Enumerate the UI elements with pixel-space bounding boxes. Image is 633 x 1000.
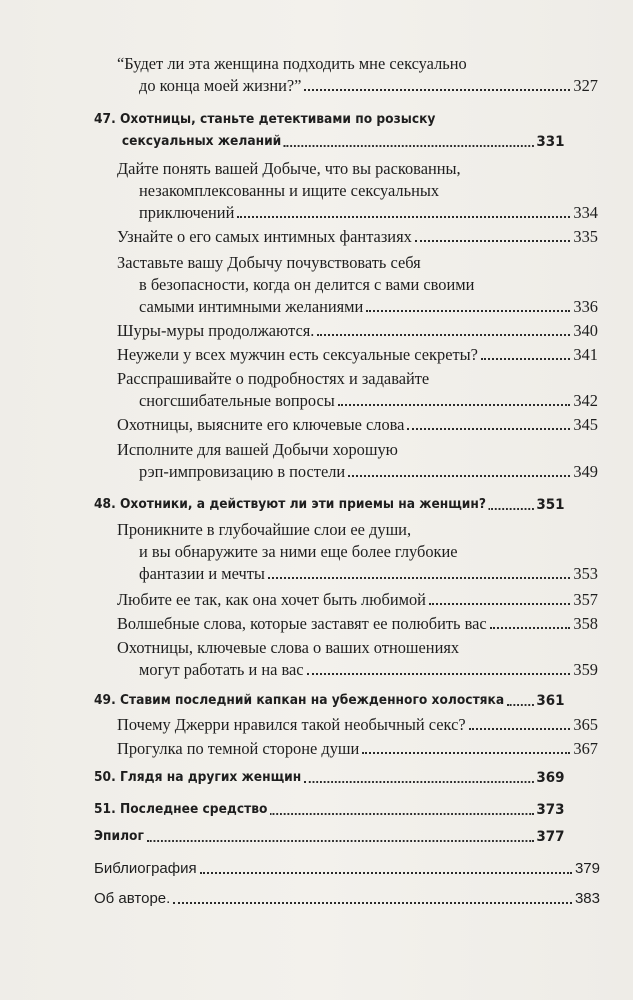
dot-leader <box>268 577 570 579</box>
toc-section-entry <box>117 589 598 611</box>
toc-section-entry <box>117 613 598 635</box>
toc-entry-line: Проникните в глубочайшие слои ее души, <box>117 520 412 539</box>
toc-entry-line: 47. Охотницы, станьте детективами по розыску <box>94 112 436 127</box>
toc-entry-line: в безопасности, когда он делится с вами своими <box>139 275 475 294</box>
toc-page-number: 361 <box>536 693 565 709</box>
toc-chapter-entry <box>94 690 565 712</box>
toc-section-entry <box>117 738 598 760</box>
toc-section-entry <box>117 226 598 248</box>
toc-entry-title: Эпилог <box>94 829 144 844</box>
toc-entry-title: Библиография <box>94 860 197 877</box>
toc-section-entry <box>117 53 598 97</box>
toc-page-number: 358 <box>573 614 598 633</box>
toc-section-entry <box>117 714 598 736</box>
toc-entry-title: самыми интимными желаниями <box>139 297 364 316</box>
toc-page-number: 345 <box>573 415 598 434</box>
toc-page-number: 336 <box>573 297 598 316</box>
dot-leader <box>237 216 570 218</box>
toc-section-entry <box>117 320 598 342</box>
toc-chapter-entry <box>94 494 565 516</box>
toc-entry-line: Исполните для вашей Добычи хорошую <box>117 440 398 459</box>
toc-page-number: 335 <box>573 227 598 246</box>
dot-leader <box>348 475 570 477</box>
dot-leader <box>415 240 571 242</box>
toc-entry-title: Охотницы, выясните его ключевые слова <box>117 415 405 434</box>
toc-entry-title: Любите ее так, как она хочет быть любимой <box>117 590 426 609</box>
dot-leader <box>338 404 571 406</box>
dot-leader <box>284 145 534 147</box>
toc-entry-title: Неужели у всех мужчин есть сексуальные секреты? <box>117 345 478 364</box>
dot-leader <box>304 89 570 91</box>
toc-page-number: 359 <box>573 660 598 679</box>
toc-section-entry <box>117 439 598 483</box>
toc-chapter-entry <box>94 826 565 848</box>
toc-page-number: 342 <box>573 391 598 410</box>
dot-leader <box>489 508 534 510</box>
toc-entry-line: Заставьте вашу Добычу почувствовать себя <box>117 253 421 272</box>
toc-entry-line: незакомплексованны и ищите сексуальных <box>139 181 440 200</box>
toc-page-number: 349 <box>573 462 598 481</box>
toc-entry-line: Дайте понять вашей Добыче, что вы раскованны, <box>117 159 461 178</box>
dot-leader <box>362 752 570 754</box>
toc-section-entry <box>117 158 598 224</box>
toc-entry-title: до конца моей жизни?” <box>139 76 302 95</box>
toc-section-entry <box>117 637 598 681</box>
toc-page-number: 365 <box>573 715 598 734</box>
dot-leader <box>200 872 572 874</box>
toc-entry-title: 51. Последнее средство <box>94 802 268 817</box>
dot-leader <box>147 840 534 842</box>
dot-leader <box>507 704 534 706</box>
dot-leader <box>429 603 570 605</box>
toc-entry-title: Почему Джерри нравился такой необычный секс? <box>117 715 466 734</box>
toc-entry-title: Волшебные слова, которые заставят ее полюбить вас <box>117 614 487 633</box>
toc-page-number: 353 <box>573 564 598 583</box>
toc-entry-title: фантазии и мечты <box>139 564 265 583</box>
dot-leader <box>407 428 570 430</box>
toc-entry-title: 48. Охотники, а действуют ли эти приемы на женщин? <box>94 497 486 512</box>
dot-leader <box>304 781 534 783</box>
toc-section-entry <box>117 519 598 585</box>
toc-entry-title: сексуальных желаний <box>121 134 282 149</box>
dot-leader <box>481 358 570 360</box>
dot-leader <box>307 673 571 675</box>
toc-entry-title: 50. Глядя на других женщин <box>94 770 302 785</box>
toc-page-number: 331 <box>536 134 565 150</box>
dot-leader <box>469 728 571 730</box>
toc-page-number: 334 <box>573 203 598 222</box>
toc-page-number: 383 <box>574 890 600 907</box>
toc-page-number: 357 <box>573 590 598 609</box>
dot-leader <box>366 310 570 312</box>
toc-page-number: 341 <box>573 345 598 364</box>
toc-page-number: 340 <box>573 321 598 340</box>
toc-page-number: 379 <box>574 860 600 877</box>
toc-entry-line: Расспрашивайте о подробностях и задавайте <box>117 369 430 388</box>
toc-entry-title: приключений <box>139 203 235 222</box>
dot-leader <box>490 627 571 629</box>
toc-entry-title: Шуры-муры продолжаются. <box>117 321 315 340</box>
toc-entry-title: 49. Ставим последний капкан на убежденного холостяка <box>94 693 505 708</box>
toc-section-entry <box>117 414 598 436</box>
toc-entry-title: сногсшибательные вопросы <box>139 391 335 410</box>
toc-section-entry <box>117 252 598 318</box>
dot-leader <box>270 813 533 815</box>
dot-leader <box>173 902 572 904</box>
dot-leader <box>317 334 570 336</box>
toc-entry-title: Прогулка по темной стороне души <box>117 739 360 758</box>
toc-backmatter-entry <box>94 888 600 910</box>
toc-page-number: 367 <box>573 739 598 758</box>
toc-entry-title: рэп-импровизацию в постели <box>139 462 346 481</box>
toc-entry-line: и вы обнаружите за ними еще более глубокие <box>139 542 458 561</box>
toc-page-number: 369 <box>536 770 565 786</box>
toc-chapter-entry <box>94 767 565 789</box>
toc-chapter-entry <box>94 109 565 153</box>
toc-entry-line: “Будет ли эта женщина подходить мне сексуально <box>117 54 467 73</box>
toc-page-number: 327 <box>573 76 598 95</box>
toc-entry-title: могут работать и на вас <box>139 660 304 679</box>
toc-entry-title: Узнайте о его самых интимных фантазиях <box>117 227 412 246</box>
toc-entry-title: Об авторе. <box>94 890 171 907</box>
toc-section-entry <box>117 368 598 412</box>
toc-chapter-entry <box>94 799 565 821</box>
toc-entry-line: Охотницы, ключевые слова о ваших отношениях <box>117 638 460 657</box>
toc-page-number: 373 <box>536 802 565 818</box>
toc-page-number: 351 <box>536 497 565 513</box>
toc-backmatter-entry <box>94 858 600 880</box>
toc-section-entry <box>117 344 598 366</box>
toc-page-number: 377 <box>536 829 565 845</box>
